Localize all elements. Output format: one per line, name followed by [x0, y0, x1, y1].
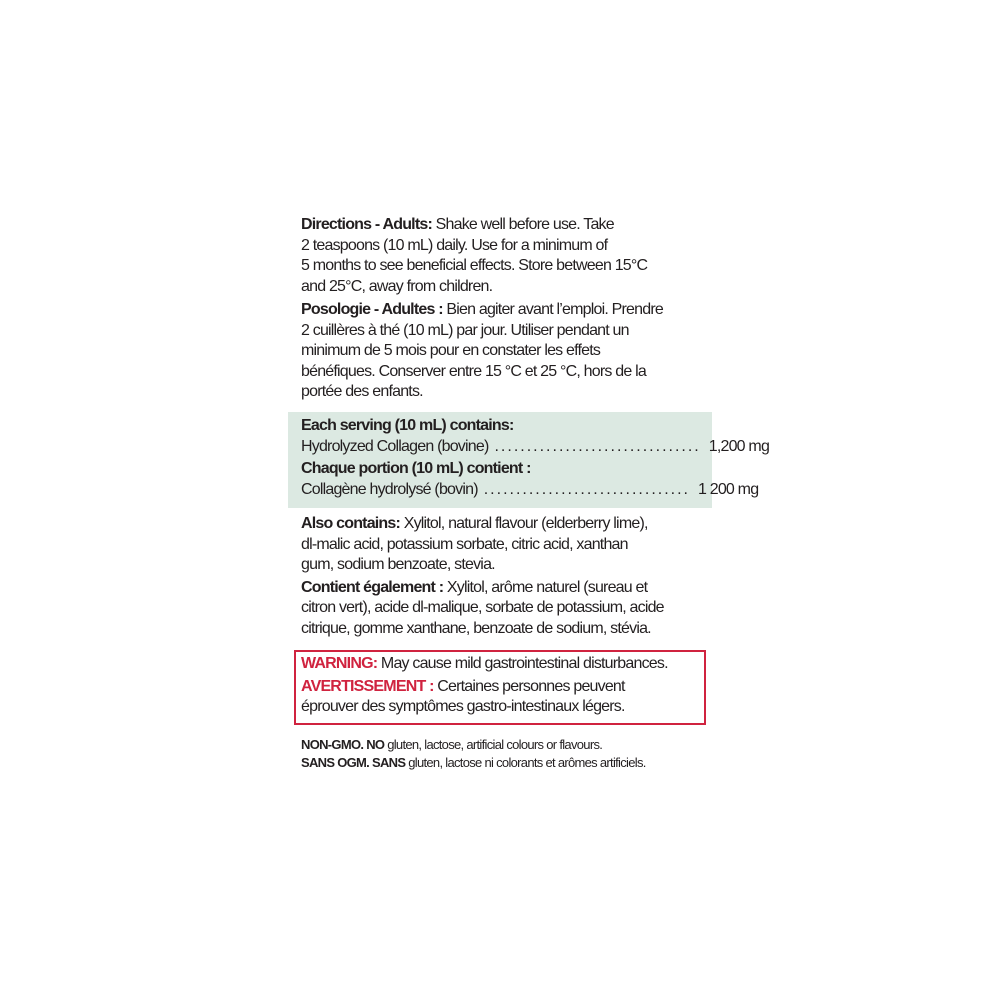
warning-en-text: May cause mild gastrointestinal disturbances.: [377, 655, 668, 672]
directions-fr-line: bénéfiques. Conserver entre 15 °C et 25 °C, hors de la: [301, 362, 646, 380]
also-en-label: Also contains:: [301, 515, 401, 532]
ingredient-amount: 1,200 mg: [708, 437, 770, 455]
serving-fr-heading: Chaque portion (10 mL) contient :: [301, 460, 531, 477]
footer-en-label: NON-GMO. NO: [301, 737, 385, 752]
also-en-line: Xylitol, natural flavour (elderberry lime),: [400, 515, 648, 532]
also-fr-label: Contient également :: [301, 578, 444, 596]
footer-en-text: gluten, lactose, artificial colours or flavours.: [384, 737, 603, 752]
directions-en-line: Shake well before use. Take: [431, 216, 614, 233]
directions-en-label: Directions - Adults:: [301, 216, 432, 233]
leader-dots: ................................: [494, 437, 701, 455]
serving-section: [301, 416, 770, 500]
also-fr-line: Xylitol, arôme naturel (sureau et: [443, 578, 648, 596]
directions-fr-label: Posologie - Adultes :: [301, 301, 443, 318]
serving-en-heading: Each serving (10 mL) contains:: [301, 417, 514, 434]
footer-fr-text: gluten, lactose ni colorants et arômes artificiels.: [405, 755, 646, 770]
directions-fr-line: Bien agiter avant l’emploi. Prendre: [442, 301, 663, 318]
directions-en-line: 2 teaspoons (10 mL) daily. Use for a minimum of: [301, 236, 608, 254]
warning-en-label: WARNING:: [301, 655, 378, 672]
also-en-line: gum, sodium benzoate, stevia.: [301, 556, 495, 573]
footer-fr-label: SANS OGM. SANS: [301, 755, 406, 770]
also-fr-line: citron vert), acide dl-malique, sorbate de potassium, acide: [301, 599, 664, 616]
directions-fr-line: portée des enfants.: [301, 383, 423, 400]
also-en-line: dl-malic acid, potassium sorbate, citric acid, xanthan: [301, 535, 628, 553]
serving-en-row: [301, 437, 770, 458]
leader-dots: ................................: [483, 480, 690, 498]
footer-section: [301, 736, 646, 772]
also-fr-line: citrique, gomme xanthane, benzoate de sodium, stévia.: [301, 619, 651, 637]
directions-en-line: 5 months to see beneficial effects. Store between 15°C: [301, 257, 648, 274]
also-contains-section: [301, 514, 664, 639]
warning-fr-line: Certaines personnes peuvent: [433, 677, 625, 695]
directions-fr-line: minimum de 5 mois pour en constater les effets: [301, 342, 601, 359]
warning-section: [301, 654, 668, 718]
serving-fr-row: [301, 480, 759, 501]
directions-fr-line: 2 cuillères à thé (10 mL) par jour. Utiliser pendant un: [301, 321, 629, 339]
ingredient-amount: 1 200 mg: [697, 480, 759, 498]
directions-en-line: and 25°C, away from children.: [301, 277, 493, 295]
warning-fr-line: éprouver des symptômes gastro-intestinaux légers.: [301, 698, 625, 715]
ingredient-name: Hydrolyzed Collagen (bovine): [301, 437, 489, 455]
directions-section: [301, 215, 663, 403]
warning-fr-label: AVERTISSEMENT :: [301, 677, 434, 695]
ingredient-name: Collagène hydrolysé (bovin): [301, 480, 478, 498]
